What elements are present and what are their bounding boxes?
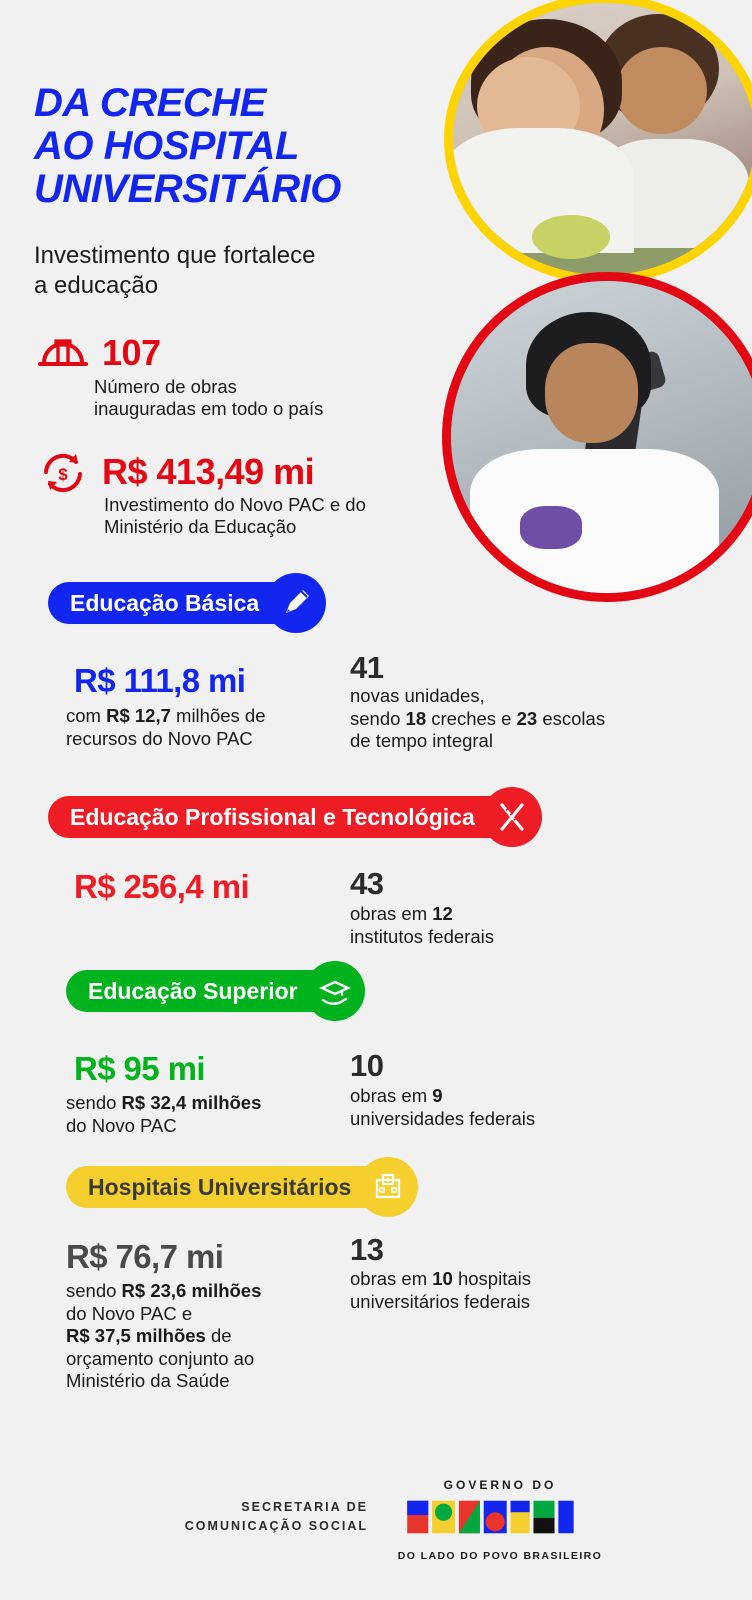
secom-line2: COMUNICAÇÃO SOCIAL <box>184 1518 368 1533</box>
stat-obras-value: 107 <box>102 332 161 373</box>
section-label-educacao-basica: Educação Básica <box>70 589 260 616</box>
page-title <box>34 82 454 212</box>
count-note-educacao-profissional: obras em 12 institutos federais <box>350 903 494 947</box>
graduation-hand-icon <box>305 961 365 1021</box>
page-subtitle-line2: a educação <box>34 272 159 299</box>
amount-educacao-profissional: R$ 256,4 mi <box>74 868 250 905</box>
svg-text:$: $ <box>58 465 68 484</box>
stat-investimento-desc-line1: Investimento do Novo PAC e do <box>104 494 366 515</box>
amount-hospitais: R$ 76,7 mi <box>66 1238 224 1275</box>
count-note-educacao-superior: obras em 9 universidades federais <box>350 1085 536 1129</box>
money-cycle-icon <box>34 450 92 494</box>
stat-investimento-value: R$ 413,49 mi <box>102 451 315 492</box>
section-pill-educacao-profissional <box>48 796 529 838</box>
section-label-educacao-profissional: Educação Profissional e Tecnológica <box>70 803 475 830</box>
pencil-icon <box>266 573 326 633</box>
note-hospitais: sendo R$ 23,6 milhões do Novo PAC e R$ 37,5 milhões de orçamento conjunto ao Ministério da Saúde <box>66 1280 262 1392</box>
secom-line1: SECRETARIA DE <box>241 1500 368 1514</box>
page-subtitle-line1: Investimento que fortalece <box>34 242 316 269</box>
gov-top-label: GOVERNO DO <box>443 1478 557 1492</box>
section-pill-educacao-basica <box>48 582 313 624</box>
count-educacao-basica: 41 <box>350 650 384 685</box>
stat-obras <box>34 332 323 420</box>
amount-educacao-basica: R$ 111,8 mi <box>74 662 246 699</box>
gov-brasil-logo <box>385 1478 615 1562</box>
stat-investimento <box>34 450 366 538</box>
gov-bottom-label: DO LADO DO POVO BRASILEIRO <box>397 1550 603 1562</box>
count-note-educacao-basica: novas unidades, sendo 18 creches e 23 escolas de tempo integral <box>350 685 606 752</box>
photo-laboratory <box>442 272 752 602</box>
ruler-pencil-icon <box>482 787 542 847</box>
page-title-line2: AO HOSPITAL <box>34 124 299 169</box>
secom-logo <box>178 1498 368 1536</box>
count-hospitais: 13 <box>350 1232 384 1267</box>
count-educacao-superior: 10 <box>350 1048 384 1083</box>
section-pill-hospitais <box>66 1166 405 1208</box>
amount-educacao-superior: R$ 95 mi <box>74 1050 205 1087</box>
page-title-line1: DA CRECHE <box>34 81 266 125</box>
page-subtitle <box>34 241 434 301</box>
brasil-wordmark <box>385 1495 615 1539</box>
photo-classroom <box>444 0 752 284</box>
count-note-hospitais: obras em 10 hospitais universitários federais <box>350 1268 531 1312</box>
section-label-educacao-superior: Educação Superior <box>88 977 298 1004</box>
section-label-hospitais: Hospitais Universitários <box>88 1173 352 1200</box>
footer <box>0 1450 752 1600</box>
hospital-icon <box>358 1157 418 1217</box>
stat-obras-desc-line2: inauguradas em todo o país <box>94 398 324 420</box>
note-educacao-superior: sendo R$ 32,4 milhões do Novo PAC <box>66 1092 262 1136</box>
note-educacao-basica: com R$ 12,7 milhões de recursos do Novo PAC <box>66 705 266 749</box>
stat-obras-desc-line1: Número de obras <box>94 376 237 397</box>
page-title-line3: UNIVERSITÁRIO <box>34 167 341 212</box>
section-pill-educacao-superior <box>66 970 352 1012</box>
helmet-icon <box>34 332 92 374</box>
count-educacao-profissional: 43 <box>350 866 384 901</box>
stat-investimento-desc-line2: Ministério da Educação <box>104 516 297 538</box>
